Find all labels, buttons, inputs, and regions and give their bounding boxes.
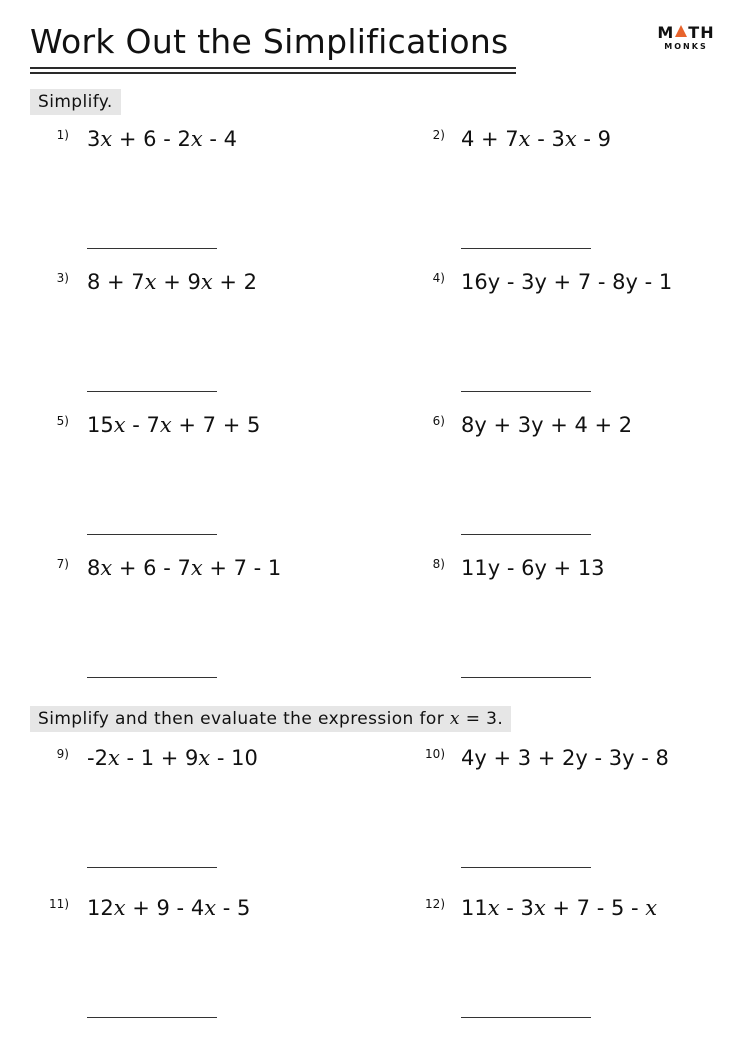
variable: x: [100, 556, 113, 580]
problem-number: 6): [432, 414, 445, 428]
problem-expression: [461, 745, 669, 771]
expression-text: - 9: [576, 127, 611, 151]
expression-text: - 3: [530, 127, 565, 151]
variable: x: [645, 896, 658, 920]
variable: x: [198, 746, 211, 770]
instruction-label: [30, 706, 511, 732]
variable: x: [533, 896, 546, 920]
problem-number: 2): [432, 128, 445, 142]
variable: x: [200, 270, 213, 294]
answer-line[interactable]: [87, 248, 217, 249]
answer-line[interactable]: [87, 391, 217, 392]
answer-line[interactable]: [461, 534, 591, 535]
expression-text: -2: [87, 746, 108, 770]
problem-expression: [87, 745, 258, 771]
expression-text: - 4: [202, 127, 237, 151]
variable: x: [518, 127, 531, 151]
answer-line[interactable]: [87, 1017, 217, 1018]
expression-text: + 9 - 4: [125, 896, 205, 920]
problem-expression: [461, 895, 657, 921]
triangle-icon: [675, 25, 687, 37]
problem-expression: [461, 126, 611, 152]
title-underline: [30, 67, 516, 69]
variable: x: [190, 556, 203, 580]
expression-text: - 3: [499, 896, 534, 920]
problem-number: 4): [432, 271, 445, 285]
expression-text: 3: [87, 127, 101, 151]
variable: x: [204, 896, 217, 920]
expression-text: = 3.: [459, 709, 504, 729]
logo-text-left: M: [657, 23, 675, 42]
variable: x: [100, 127, 113, 151]
problem-number: 8): [432, 557, 445, 571]
logo-subtext: MONKS: [664, 42, 708, 51]
variable: x: [159, 413, 172, 437]
problem-expression: [87, 412, 260, 438]
math-monks-logo: [654, 24, 718, 52]
answer-line[interactable]: [87, 534, 217, 535]
problem-expression: [87, 126, 237, 152]
variable: x: [564, 127, 577, 151]
variable: x: [449, 709, 460, 729]
logo-text-right: TH: [688, 23, 715, 42]
variable: x: [487, 896, 500, 920]
expression-text: - 5: [216, 896, 251, 920]
expression-text: - 10: [210, 746, 258, 770]
expression-text: 12: [87, 896, 114, 920]
answer-line[interactable]: [87, 677, 217, 678]
problem-expression: [87, 895, 250, 921]
expression-text: 8: [87, 556, 101, 580]
expression-text: + 6 - 2: [112, 127, 191, 151]
problem-expression: [461, 269, 672, 295]
expression-text: - 1 + 9: [119, 746, 199, 770]
expression-text: Simplify and then evaluate the expression for: [38, 709, 450, 729]
expression-text: + 7 - 1: [202, 556, 282, 580]
expression-text: + 2: [212, 270, 257, 294]
answer-line[interactable]: [461, 248, 591, 249]
variable: x: [144, 270, 157, 294]
expression-text: 4 + 7: [461, 127, 519, 151]
problem-number: 1): [56, 128, 69, 142]
expression-text: - 7: [125, 413, 160, 437]
problem-expression: [461, 555, 605, 581]
answer-line[interactable]: [461, 391, 591, 392]
problem-number: 12): [425, 897, 445, 911]
problem-number: 9): [56, 747, 69, 761]
expression-text: + 7 + 5: [171, 413, 261, 437]
expression-text: 15: [87, 413, 114, 437]
variable: x: [107, 746, 120, 770]
problem-expression: [87, 269, 257, 295]
problem-number: 3): [56, 271, 69, 285]
title-underline-second: [30, 72, 516, 74]
expression-text: + 9: [156, 270, 201, 294]
problem-number: 10): [425, 747, 445, 761]
expression-text: 4y + 3 + 2y - 3y - 8: [461, 746, 669, 770]
answer-line[interactable]: [461, 1017, 591, 1018]
problem-expression: [87, 555, 281, 581]
instruction-label: Simplify.: [30, 89, 121, 115]
answer-line[interactable]: [461, 867, 591, 868]
answer-line[interactable]: [461, 677, 591, 678]
expression-text: 11y - 6y + 13: [461, 556, 605, 580]
problem-number: 7): [56, 557, 69, 571]
expression-text: + 6 - 7: [112, 556, 191, 580]
variable: x: [113, 896, 126, 920]
variable: x: [113, 413, 126, 437]
variable: x: [190, 127, 203, 151]
problem-expression: [461, 412, 632, 438]
problem-number: 11): [49, 897, 69, 911]
expression-text: 11: [461, 896, 488, 920]
expression-text: 16y - 3y + 7 - 8y - 1: [461, 270, 673, 294]
problem-number: 5): [56, 414, 69, 428]
expression-text: + 7 - 5 -: [545, 896, 646, 920]
answer-line[interactable]: [87, 867, 217, 868]
page-title: Work Out the Simplifications: [30, 22, 509, 61]
expression-text: 8 + 7: [87, 270, 145, 294]
expression-text: 8y + 3y + 4 + 2: [461, 413, 633, 437]
